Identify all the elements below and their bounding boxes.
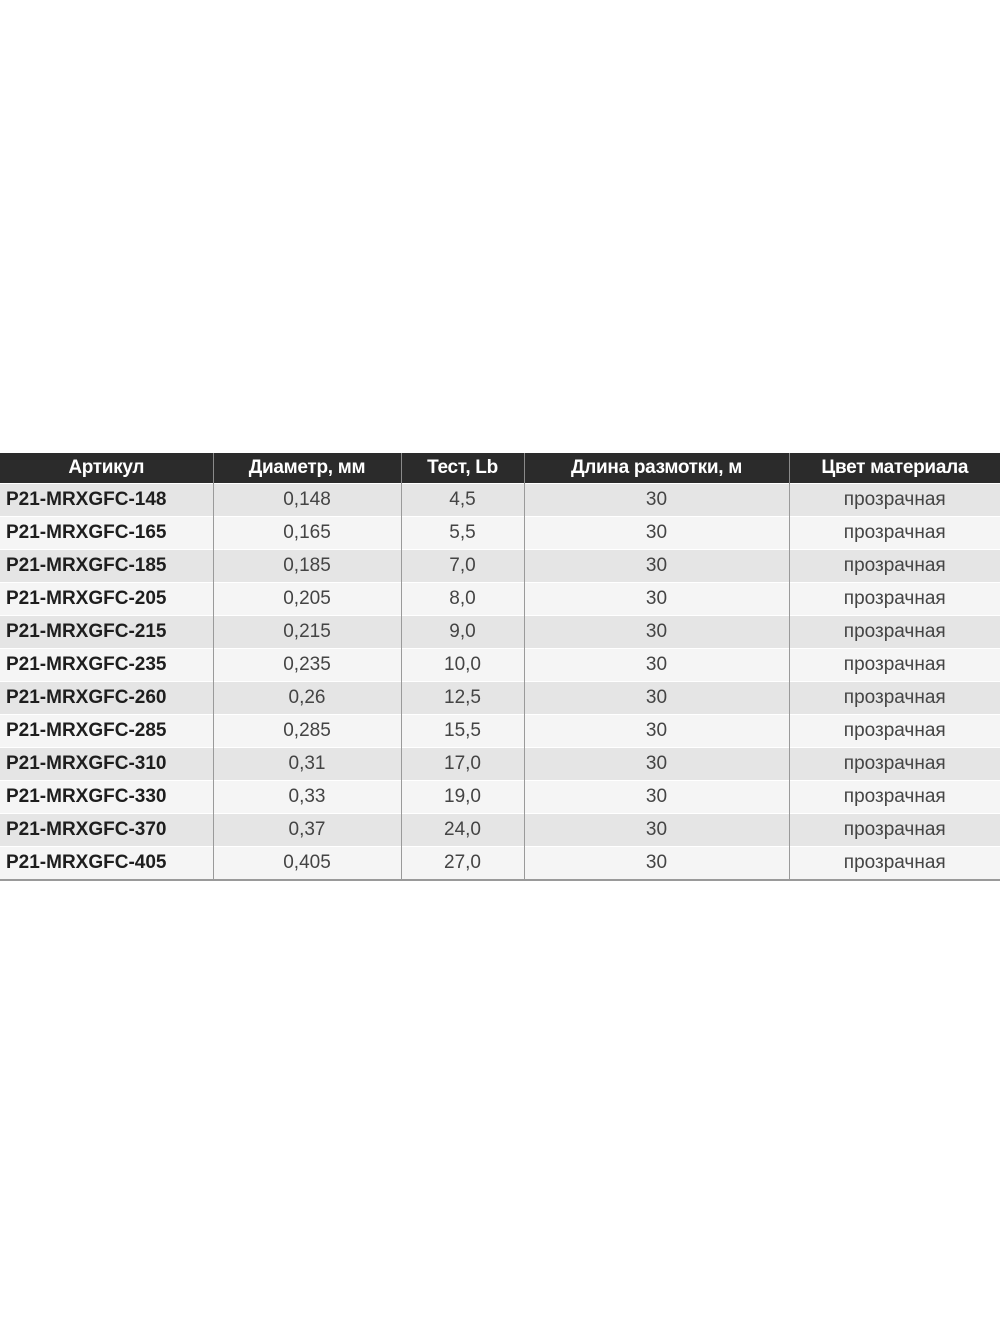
table-row — [0, 649, 1000, 682]
table-row — [0, 682, 1000, 715]
cell-color: прозрачная — [789, 517, 1000, 550]
cell-diameter: 0,148 — [213, 484, 401, 517]
cell-sku: P21-MRXGFC-260 — [0, 682, 213, 715]
header-row — [0, 453, 1000, 484]
cell-length: 30 — [524, 682, 789, 715]
cell-length: 30 — [524, 550, 789, 583]
cell-length: 30 — [524, 715, 789, 748]
cell-length: 30 — [524, 484, 789, 517]
cell-color: прозрачная — [789, 682, 1000, 715]
cell-test: 19,0 — [401, 781, 524, 814]
table-row — [0, 748, 1000, 781]
cell-sku: P21-MRXGFC-148 — [0, 484, 213, 517]
spec-table — [0, 453, 1000, 881]
cell-color: прозрачная — [789, 748, 1000, 781]
cell-sku: P21-MRXGFC-310 — [0, 748, 213, 781]
cell-sku: P21-MRXGFC-205 — [0, 583, 213, 616]
table-header — [0, 453, 1000, 484]
cell-test: 8,0 — [401, 583, 524, 616]
cell-test: 15,5 — [401, 715, 524, 748]
cell-length: 30 — [524, 814, 789, 847]
cell-length: 30 — [524, 781, 789, 814]
table-row — [0, 583, 1000, 616]
cell-test: 27,0 — [401, 847, 524, 881]
cell-diameter: 0,205 — [213, 583, 401, 616]
cell-diameter: 0,33 — [213, 781, 401, 814]
table-row — [0, 550, 1000, 583]
cell-sku: P21-MRXGFC-285 — [0, 715, 213, 748]
cell-color: прозрачная — [789, 616, 1000, 649]
cell-color: прозрачная — [789, 847, 1000, 881]
cell-sku: P21-MRXGFC-185 — [0, 550, 213, 583]
table-row — [0, 715, 1000, 748]
header-diameter: Диаметр, мм — [213, 453, 401, 484]
table-row — [0, 814, 1000, 847]
cell-test: 12,5 — [401, 682, 524, 715]
cell-sku: P21-MRXGFC-370 — [0, 814, 213, 847]
table-row — [0, 517, 1000, 550]
cell-diameter: 0,37 — [213, 814, 401, 847]
cell-color: прозрачная — [789, 715, 1000, 748]
cell-diameter: 0,215 — [213, 616, 401, 649]
table-row — [0, 847, 1000, 881]
cell-sku: P21-MRXGFC-235 — [0, 649, 213, 682]
cell-diameter: 0,31 — [213, 748, 401, 781]
header-length: Длина размотки, м — [524, 453, 789, 484]
cell-length: 30 — [524, 583, 789, 616]
cell-test: 5,5 — [401, 517, 524, 550]
cell-sku: P21-MRXGFC-165 — [0, 517, 213, 550]
cell-color: прозрачная — [789, 814, 1000, 847]
cell-length: 30 — [524, 748, 789, 781]
cell-sku: P21-MRXGFC-405 — [0, 847, 213, 881]
table-body — [0, 484, 1000, 881]
cell-length: 30 — [524, 517, 789, 550]
cell-diameter: 0,26 — [213, 682, 401, 715]
cell-test: 7,0 — [401, 550, 524, 583]
cell-color: прозрачная — [789, 781, 1000, 814]
cell-diameter: 0,185 — [213, 550, 401, 583]
cell-color: прозрачная — [789, 484, 1000, 517]
cell-test: 9,0 — [401, 616, 524, 649]
cell-test: 24,0 — [401, 814, 524, 847]
cell-sku: P21-MRXGFC-215 — [0, 616, 213, 649]
cell-color: прозрачная — [789, 649, 1000, 682]
cell-length: 30 — [524, 847, 789, 881]
cell-diameter: 0,405 — [213, 847, 401, 881]
cell-test: 17,0 — [401, 748, 524, 781]
cell-diameter: 0,165 — [213, 517, 401, 550]
cell-diameter: 0,285 — [213, 715, 401, 748]
cell-sku: P21-MRXGFC-330 — [0, 781, 213, 814]
cell-color: прозрачная — [789, 550, 1000, 583]
cell-color: прозрачная — [789, 583, 1000, 616]
cell-length: 30 — [524, 649, 789, 682]
header-sku: Артикул — [0, 453, 213, 484]
cell-test: 10,0 — [401, 649, 524, 682]
header-color: Цвет материала — [789, 453, 1000, 484]
cell-length: 30 — [524, 616, 789, 649]
table-row — [0, 781, 1000, 814]
cell-test: 4,5 — [401, 484, 524, 517]
table-row — [0, 616, 1000, 649]
header-test: Тест, Lb — [401, 453, 524, 484]
table-row — [0, 484, 1000, 517]
cell-diameter: 0,235 — [213, 649, 401, 682]
